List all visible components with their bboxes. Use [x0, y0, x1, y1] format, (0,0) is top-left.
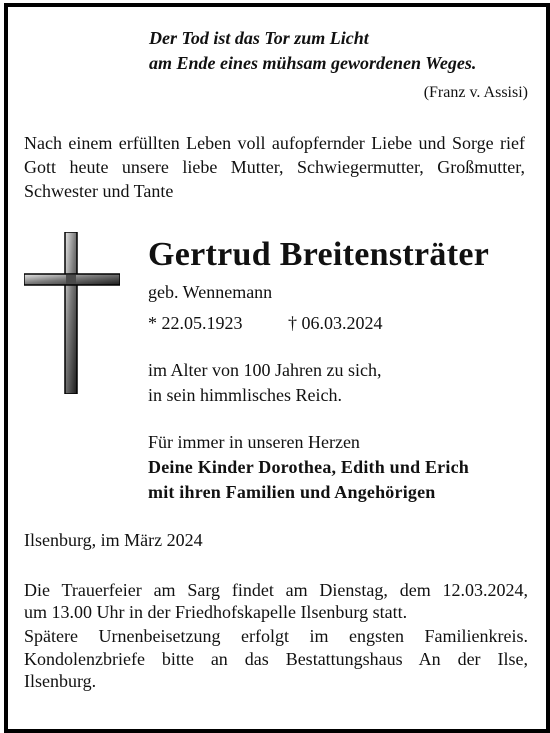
cross-icon	[24, 232, 120, 394]
intro-text: Nach einem erfüllten Leben voll aufopfernder Liebe und Sorge rief Gott heute unsere liebe Mutter, Schwiegermutter, Großmutter, Schwester und Tante	[24, 133, 525, 201]
birth-name: geb. Wennemann	[148, 282, 273, 302]
place-date: Ilsenburg, im März 2024	[24, 530, 203, 550]
age-line-1: im Alter von 100 Jahren zu sich,	[148, 360, 382, 380]
service-line-3: Spätere Urnenbeisetzung erfolgt im engsten Familienkreis.	[24, 626, 528, 646]
service-line-1: Die Trauerfeier am Sarg findet am Dienstag, dem 12.03.2024,	[24, 580, 528, 600]
service-line-4: Kondolenzbriefe bitte an das Bestattungshaus An der Ilse,	[24, 649, 528, 669]
quote-attribution: (Franz v. Assisi)	[423, 84, 528, 101]
service-line-5: Ilsenburg.	[24, 671, 97, 691]
age-line-2: in sein himmlisches Reich.	[148, 385, 342, 405]
death-date: † 06.03.2024	[288, 313, 383, 333]
birth-date: * 22.05.1923	[148, 313, 243, 333]
mourners-line-2: Deine Kinder Dorothea, Edith und Erich	[148, 457, 469, 477]
deceased-name: Gertrud Breitensträter	[148, 236, 490, 273]
service-line-2: um 13.00 Uhr in der Friedhofskapelle Ilsenburg statt.	[24, 602, 408, 622]
mourners-line-3: mit ihren Familien und Angehörigen	[148, 482, 436, 502]
mourners-line-1: Für immer in unseren Herzen	[148, 432, 360, 452]
quote-line-2: am Ende eines mühsam gewordenen Weges.	[149, 53, 477, 73]
quote-line-1: Der Tod ist das Tor zum Licht	[149, 28, 369, 48]
